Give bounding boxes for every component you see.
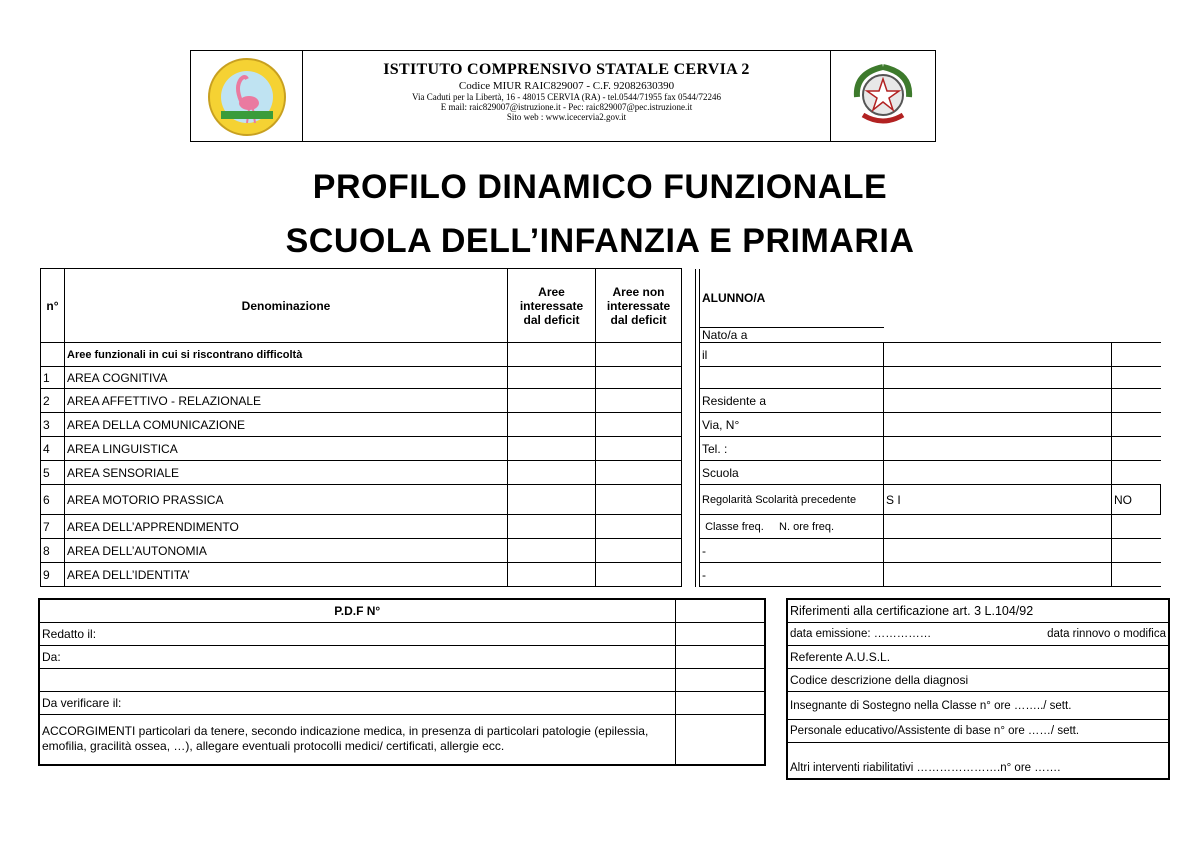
cert-altri: Altri interventi riabilitativi ………………….n° ore ……. <box>787 743 1169 779</box>
school-logo <box>191 51 303 141</box>
area-interessata-cell[interactable] <box>508 389 596 413</box>
area-non-interessata-cell[interactable] <box>596 367 682 389</box>
area-number: 3 <box>41 413 65 437</box>
student-dash: - <box>700 563 884 587</box>
student-via: Via, N° <box>700 413 884 437</box>
area-number: 2 <box>41 389 65 413</box>
student-heading: ALUNNO/A <box>700 269 884 328</box>
area-number: 7 <box>41 515 65 539</box>
area-name: AREA DELL’IDENTITA’ <box>65 563 508 587</box>
col-n-header: n° <box>41 269 65 343</box>
area-interessata-cell[interactable] <box>508 367 596 389</box>
col-aree-interessate-header: Aree interessate dal deficit <box>508 269 596 343</box>
pdf-blank-row <box>39 669 675 692</box>
area-name: AREA DELL’AUTONOMIA <box>65 539 508 563</box>
cert-riferimenti: Riferimenti alla certificazione art. 3 L.104/92 <box>787 599 1169 623</box>
student-nato: Nato/a a <box>700 328 884 343</box>
school-website: Sito web : www.icecervia2.gov.it <box>506 112 627 122</box>
area-name: AREA COGNITIVA <box>65 367 508 389</box>
pdf-redatto: Redatto il: <box>39 623 675 646</box>
school-codes: Codice MIUR RAIC829007 - C.F. 92082630390 <box>458 80 675 92</box>
pdf-verificare: Da verificare il: <box>39 692 675 715</box>
pdf-number-field[interactable] <box>675 599 765 623</box>
pdf-da-field[interactable] <box>675 646 765 669</box>
area-interessata-cell[interactable] <box>508 539 596 563</box>
area-number: 9 <box>41 563 65 587</box>
area-non-interessata-cell[interactable] <box>596 485 682 515</box>
area-interessata-cell[interactable] <box>508 563 596 587</box>
student-scuola: Scuola <box>700 461 884 485</box>
section-label: Aree funzionali in cui si riscontrano difficoltà <box>65 343 508 367</box>
area-number: 5 <box>41 461 65 485</box>
area-non-interessata-cell[interactable] <box>596 437 682 461</box>
school-header <box>190 50 936 142</box>
pdf-blank-field[interactable] <box>675 669 765 692</box>
area-interessata-cell[interactable] <box>508 413 596 437</box>
area-interessata-cell[interactable] <box>508 485 596 515</box>
student-residente: Residente a <box>700 389 884 413</box>
area-number: 6 <box>41 485 65 515</box>
student-ore: N. ore freq. <box>779 520 835 533</box>
area-number: 4 <box>41 437 65 461</box>
area-name: AREA LINGUISTICA <box>65 437 508 461</box>
cert-referente: Referente A.U.S.L. <box>787 646 1169 669</box>
area-name: AREA DELLA COMUNICAZIONE <box>65 413 508 437</box>
student-classe: Classe freq. <box>705 520 764 533</box>
cert-data-rinnovo: data rinnovo o modifica <box>1047 628 1166 640</box>
area-name: AREA SENSORIALE <box>65 461 508 485</box>
student-dash: - <box>700 539 884 563</box>
regolarita-si[interactable]: S I <box>884 485 1112 515</box>
area-number: 8 <box>41 539 65 563</box>
cert-insegnante: Insegnante di Sostegno nella Classe n° ore ……../ sett. <box>787 692 1169 720</box>
pdf-accorgimenti: ACCORGIMENTI particolari da tenere, secondo indicazione medica, in presenza di particolari patologie (epilessia, emofilia, gracilità ossea, …), allegare eventuali protocolli medici/ certificati, allergie ecc. <box>39 715 675 765</box>
pdf-accorgimenti-field[interactable] <box>675 715 765 765</box>
area-name: AREA MOTORIO PRASSICA <box>65 485 508 515</box>
document-subtitle: SCUOLA DELL’INFANZIA E PRIMARIA <box>285 222 915 260</box>
cert-date <box>787 623 1169 646</box>
student-tel: Tel. : <box>700 437 884 461</box>
col-denominazione-header: Denominazione <box>65 269 508 343</box>
area-non-interessata-cell[interactable] <box>596 515 682 539</box>
areas-table <box>40 268 1161 587</box>
school-address: Via Caduti per la Libertà, 16 - 48015 CERVIA (RA) - tel.0544/71955 fax 0544/72246 <box>412 92 721 102</box>
republic-emblem <box>830 51 935 141</box>
school-email: E mail: raic829007@istruzione.it - Pec: raic829007@pec.istruzione.it <box>440 102 693 112</box>
student-classe-ore <box>700 515 884 539</box>
area-non-interessata-cell[interactable] <box>596 563 682 587</box>
area-non-interessata-cell[interactable] <box>596 413 682 437</box>
pdf-table <box>38 598 766 766</box>
certification-table <box>786 598 1170 780</box>
area-interessata-cell[interactable] <box>508 461 596 485</box>
area-interessata-cell[interactable] <box>508 515 596 539</box>
document-title: PROFILO DINAMICO FUNZIONALE <box>312 168 888 206</box>
cert-data-emissione: data emissione: …………… <box>790 628 932 640</box>
student-il: il <box>700 343 884 367</box>
pdf-da: Da: <box>39 646 675 669</box>
regolarita-no[interactable]: NO <box>1112 485 1161 515</box>
area-name: AREA AFFETTIVO - RELAZIONALE <box>65 389 508 413</box>
area-non-interessata-cell[interactable] <box>596 461 682 485</box>
area-name: AREA DELL’APPRENDIMENTO <box>65 515 508 539</box>
area-interessata-cell[interactable] <box>508 437 596 461</box>
student-regolarita: Regolarità Scolarità precedente <box>700 485 884 515</box>
cert-personale: Personale educativo/Assistente di base n° ore ……/ sett. <box>787 720 1169 743</box>
area-non-interessata-cell[interactable] <box>596 389 682 413</box>
cert-codice: Codice descrizione della diagnosi <box>787 669 1169 692</box>
pdf-verificare-field[interactable] <box>675 692 765 715</box>
area-number: 1 <box>41 367 65 389</box>
school-info <box>303 51 830 141</box>
pdf-title: P.D.F N° <box>39 599 675 623</box>
pdf-redatto-field[interactable] <box>675 623 765 646</box>
area-non-interessata-cell[interactable] <box>596 539 682 563</box>
col-aree-non-header: Aree non interessate dal deficit <box>596 269 682 343</box>
school-name: ISTITUTO COMPRENSIVO STATALE CERVIA 2 <box>383 61 750 78</box>
